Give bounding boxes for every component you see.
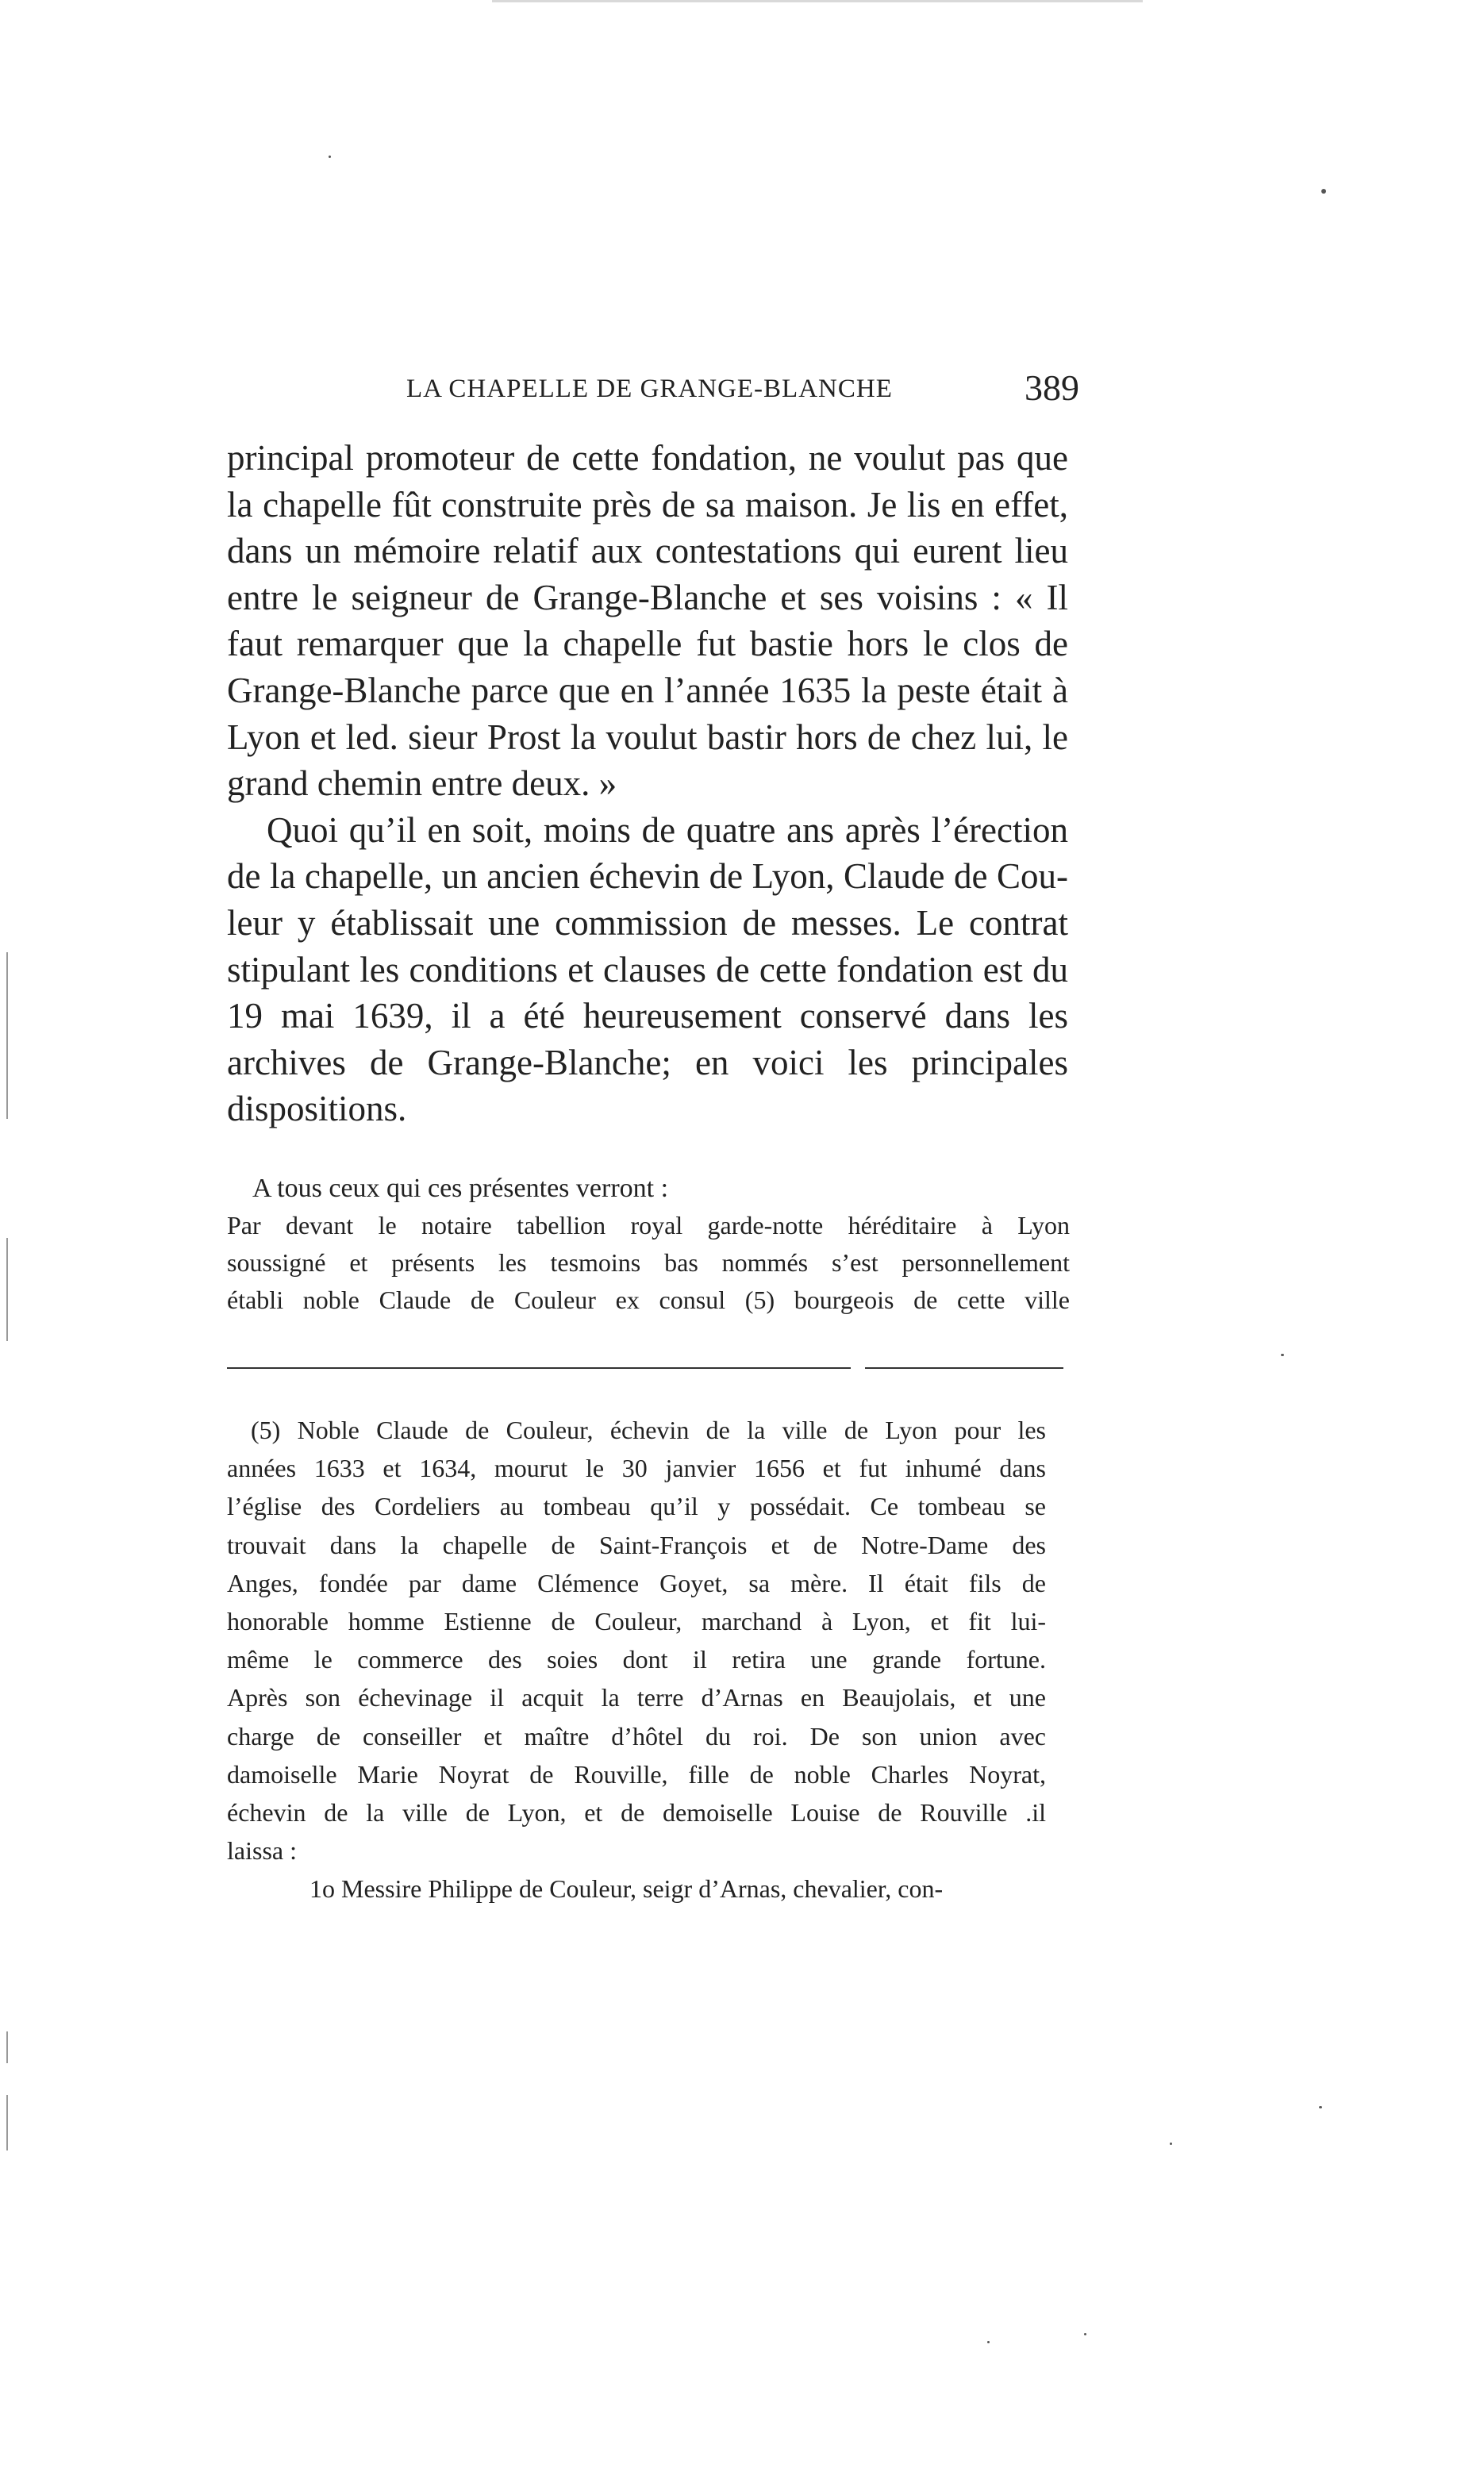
quote-line: Par devant le notaire tabellion royal garde-notte héréditaire à Lyon	[227, 1211, 1070, 1240]
footnote-line: damoiselle Marie Noyrat de Rouville, fille de noble Charles Noyrat,	[227, 1759, 1046, 1789]
scan-edge-mark	[6, 952, 8, 1119]
body-line: Quoi qu’il en soit, moins de quatre ans après l’érection	[267, 809, 1068, 850]
quoted-document	[227, 1170, 1070, 1319]
quote-line: A tous ceux qui ces présentes verront :	[252, 1174, 669, 1203]
footnote-line: charge de conseiller et maître d’hôtel du roi. De son union avec	[227, 1721, 1046, 1751]
quote-line: établi noble Claude de Couleur ex consul (5) bourgeois de cette ville	[227, 1286, 1070, 1314]
page-number: 389	[1025, 367, 1079, 408]
body-line: principal promoteur de cette fondation, ne voulut pas que	[227, 438, 1068, 478]
footnote-separator	[865, 1367, 1063, 1369]
page-header	[227, 367, 1092, 422]
body-line: 19 mai 1639, il a été heureusement conservé dans les	[227, 996, 1068, 1036]
footnote-line: 1o Messire Philippe de Couleur, seigr d’Arnas, chevalier, con-	[309, 1874, 944, 1904]
footnote-line: laissa :	[227, 1836, 297, 1866]
body-line: dispositions.	[227, 1089, 407, 1129]
scan-speck	[1084, 2333, 1086, 2335]
footnote-line: échevin de la ville de Lyon, et de demoiselle Louise de Rouville .il	[227, 1797, 1046, 1827]
running-title: LA CHAPELLE DE GRANGE-BLANCHE	[406, 375, 893, 403]
body-line: Lyon et led. sieur Prost la voulut bastir hors de chez lui, le	[227, 717, 1068, 757]
body-line: leur y établissait une commission de messes. Le contrat	[227, 902, 1068, 943]
body-line: grand chemin entre deux. »	[227, 763, 617, 804]
scan-edge-mark	[6, 2031, 8, 2063]
body-text	[227, 435, 1068, 1132]
scan-edge-mark	[6, 1238, 8, 1341]
scan-top-edge	[492, 0, 1143, 2]
body-line: la chapelle fût construite près de sa maison. Je lis en effet,	[227, 484, 1068, 525]
footnote-line: années 1633 et 1634, mourut le 30 janvier 1656 et fut inhumé dans	[227, 1454, 1046, 1483]
scan-speck	[329, 156, 331, 158]
footnote-line: l’église des Cordeliers au tombeau qu’il y possédait. Ce tombeau se	[227, 1492, 1046, 1521]
scan-speck	[1319, 2106, 1322, 2108]
footnote-line: Après son échevinage il acquit la terre d’Arnas en Beaujolais, et une	[227, 1683, 1046, 1712]
footnote-line: trouvait dans la chapelle de Saint-François et de Notre-Dame des	[227, 1530, 1046, 1559]
body-line: entre le seigneur de Grange-Blanche et ses voisins : « Il	[227, 577, 1068, 617]
footnote-separator	[227, 1367, 851, 1369]
footnote-line: honorable homme Estienne de Couleur, marchand à Lyon, et fit lui-	[227, 1606, 1046, 1635]
scan-edge-mark	[6, 2095, 8, 2150]
body-line: Grange-Blanche parce que en l’année 1635 la peste était à	[227, 670, 1068, 710]
scan-speck	[1281, 1354, 1284, 1356]
body-line: archives de Grange-Blanche; en voici les principales	[227, 1042, 1068, 1082]
scan-speck	[1321, 189, 1326, 194]
scan-speck	[1170, 2143, 1172, 2145]
body-line: stipulant les conditions et clauses de cette fondation est du	[227, 949, 1068, 990]
body-line: dans un mémoire relatif aux contestations qui eurent lieu	[227, 531, 1068, 571]
footnote	[227, 1411, 1046, 1908]
scan-speck	[987, 2341, 990, 2343]
quote-line: soussigné et présents les tesmoins bas nommés s’est personnellement	[227, 1248, 1070, 1277]
body-line: faut remarquer que la chapelle fut bastie hors le clos de	[227, 624, 1068, 664]
footnote-line: même le commerce des soies dont il retira une grande fortune.	[227, 1645, 1046, 1674]
footnote-line: Anges, fondée par dame Clémence Goyet, sa mère. Il était fils de	[227, 1568, 1046, 1597]
footnote-line: (5) Noble Claude de Couleur, échevin de la ville de Lyon pour les	[251, 1416, 1046, 1444]
body-line: de la chapelle, un ancien échevin de Lyon, Claude de Cou-	[227, 856, 1068, 897]
